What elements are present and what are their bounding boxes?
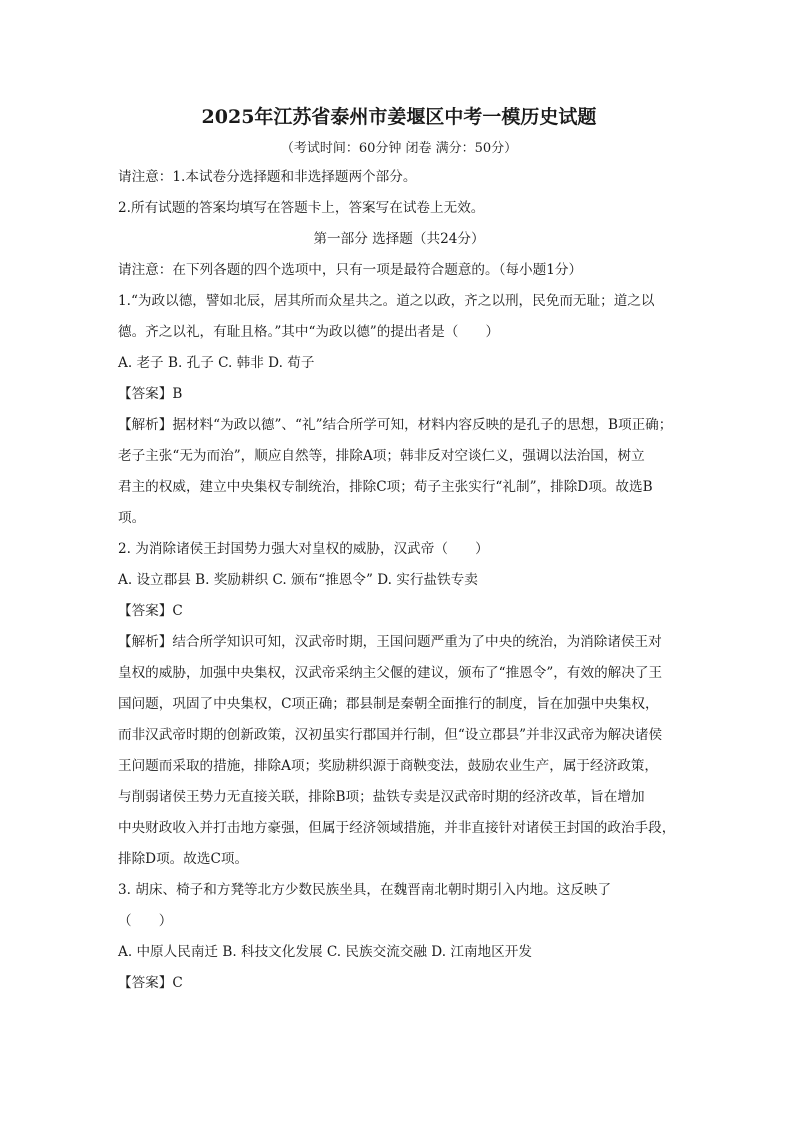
- question-stem-line: 3. 胡床、椅子和方凳等北方少数民族坐具，在魏晋南北朝时期引入内地。这反映了: [118, 882, 612, 898]
- question-options: A. 中原人民南迁 B. 科技文化发展 C. 民族交流交融 D. 江南地区开发: [118, 944, 532, 960]
- note-line: 请注意：1.本试卷分选择题和非选择题两个部分。: [118, 169, 417, 185]
- analysis-line: 排除D项。故选C项。: [118, 851, 249, 867]
- answer-line: 【答案】C: [118, 975, 183, 991]
- question-stem-line: （ ）: [118, 913, 173, 929]
- exam-subtitle: （考试时间：60分钟 闭卷 满分：50分）: [280, 141, 518, 156]
- question-2: [118, 534, 680, 875]
- analysis-line: 而非汉武帝时期的创新政策，汉初虽实行郡国并行制，但“设立郡县”并非汉武帝为解决诸侯: [118, 727, 663, 743]
- analysis-line: 王问题而采取的措施，排除A项；奖励耕织源于商鞅变法，鼓励农业生产，属于经济政策，: [118, 758, 658, 774]
- analysis-line: 【解析】据材料“为政以德”、“礼”结合所学可知，材料内容反映的是孔子的思想，B项正确；: [118, 417, 673, 433]
- analysis-line: 与削弱诸侯王势力无直接关联，排除B项；盐铁专卖是汉武帝时期的经济改革，旨在增加: [118, 789, 645, 805]
- question-stem-line: 德。齐之以礼，有耻且格。”其中“为政以德”的提出者是（ ）: [118, 324, 500, 340]
- answer-line: 【答案】C: [118, 603, 183, 619]
- question-3: [118, 875, 680, 999]
- analysis-line: 项。: [118, 510, 146, 526]
- analysis-line: 【解析】结合所学知识可知，汉武帝时期，王国问题严重为了中央的统治，为消除诸侯王对: [118, 634, 662, 650]
- question-1: [118, 286, 680, 534]
- section-instruction: 请注意：在下列各题的四个选项中，只有一项是最符合题意的。（每小题1分）: [118, 262, 583, 278]
- analysis-line: 中央财政收入并打击地方豪强，但属于经济领域措施，并非直接针对诸侯王封国的政治手段，: [118, 820, 676, 836]
- question-stem-line: 1.“为政以德，譬如北辰，居其所而众星共之。道之以政，齐之以刑，民免而无耻；道之以: [118, 293, 655, 309]
- note-line: 2.所有试题的答案均填写在答题卡上，答案写在试卷上无效。: [118, 200, 485, 216]
- question-options: A. 设立郡县 B. 奖励耕织 C. 颁布“推恩令” D. 实行盐铁专卖: [118, 572, 478, 588]
- question-stem-line: 2. 为消除诸侯王封国势力强大对皇权的威胁，汉武帝（ ）: [118, 541, 489, 557]
- analysis-line: 老子主张“无为而治”，顺应自然等，排除A项；韩非反对空谈仁义，强调以法治国，树立: [118, 448, 645, 464]
- analysis-line: 君主的权威，建立中央集权专制统治，排除C项；荀子主张实行“礼制”，排除D项。故选B: [118, 479, 653, 495]
- question-options: A. 老子 B. 孔子 C. 韩非 D. 荀子: [118, 355, 315, 371]
- analysis-line: 国问题，巩固了中央集权，C项正确；郡县制是秦朝全面推行的制度，旨在加强中央集权，: [118, 696, 659, 712]
- section-heading: 第一部分 选择题（共24分）: [313, 231, 485, 247]
- exam-title: 2025年江苏省泰州市姜堰区中考一模历史试题: [201, 106, 597, 128]
- analysis-line: 皇权的威胁，加强中央集权，汉武帝采纳主父偃的建议，颁布了“推恩令”，有效的解决了王: [118, 665, 663, 681]
- page-content: [118, 103, 680, 999]
- answer-line: 【答案】B: [118, 386, 183, 402]
